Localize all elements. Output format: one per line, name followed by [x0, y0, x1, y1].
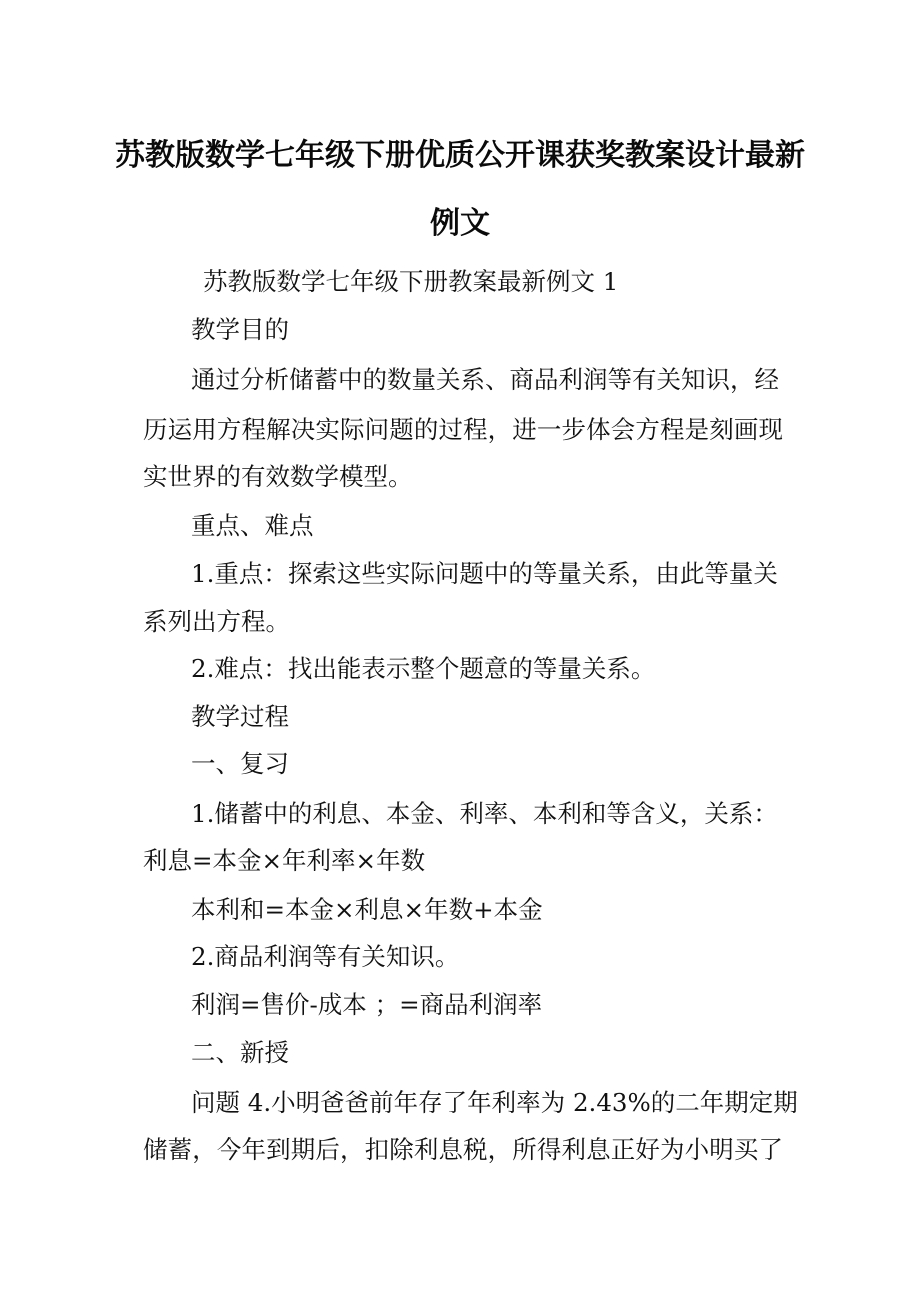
formula-line: 利息=本金×年利率×年数	[143, 846, 426, 875]
paragraph-line: 历运用方程解决实际问题的过程，进一步体会方程是刻画现	[143, 415, 783, 444]
document-title-line-2: 例文	[430, 206, 490, 241]
heading-teaching-goal: 教学目的	[191, 315, 289, 344]
heading-teaching-process: 教学过程	[191, 702, 289, 731]
paragraph-line: 实世界的有效数学模型。	[143, 462, 413, 491]
paragraph-line: 2.难点：找出能表示整个题意的等量关系。	[191, 654, 656, 683]
document-subtitle: 苏教版数学七年级下册教案最新例文 1	[203, 267, 619, 296]
heading-new-lesson: 二、新授	[191, 1038, 289, 1067]
paragraph-line: 2.商品利润等有关知识。	[191, 942, 460, 971]
heading-key-points: 重点、难点	[191, 511, 314, 540]
paragraph-line: 通过分析储蓄中的数量关系、商品利润等有关知识，经	[191, 365, 779, 394]
paragraph-line: 1.重点：探索这些实际问题中的等量关系，由此等量关	[191, 559, 778, 588]
paragraph-line: 储蓄，今年到期后，扣除利息税，所得利息正好为小明买了	[143, 1135, 783, 1164]
heading-review: 一、复习	[191, 749, 289, 778]
document-title-line-1: 苏教版数学七年级下册优质公开课获奖教案设计最新	[115, 138, 805, 173]
paragraph-line: 系列出方程。	[143, 607, 290, 636]
paragraph-line: 1.储蓄中的利息、本金、利率、本利和等含义，关系：	[191, 799, 778, 828]
formula-line: 本利和=本金×利息×年数+本金	[191, 895, 543, 924]
formula-line: 利润=售价-成本 ；=商品利润率	[191, 990, 543, 1019]
paragraph-line: 问题 4.小明爸爸前年存了年利率为 2.43%的二年期定期	[191, 1088, 798, 1117]
